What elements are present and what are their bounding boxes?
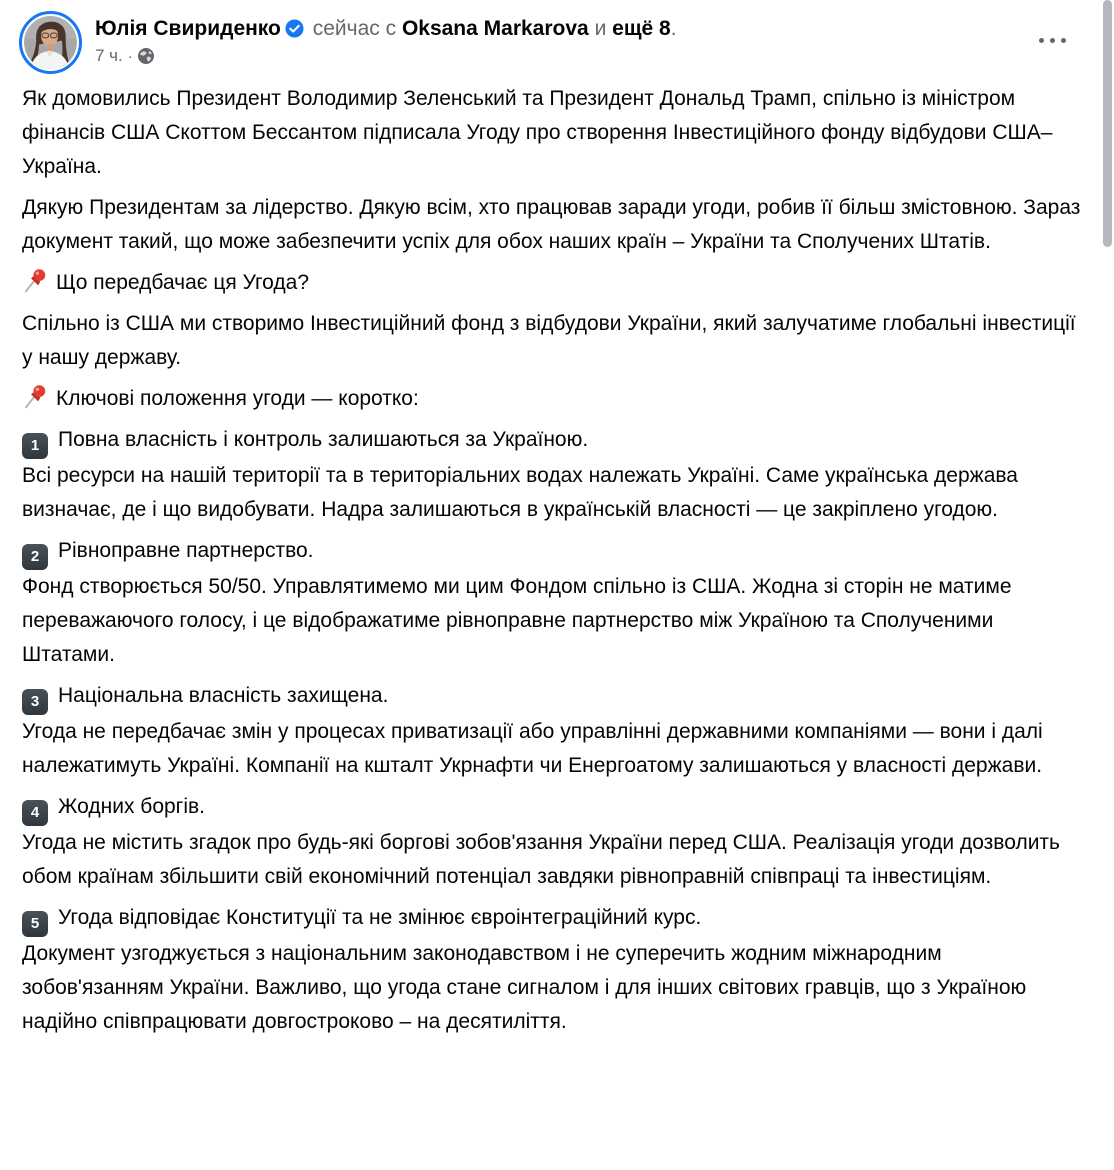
post-header <box>0 0 1114 76</box>
post-paragraph: Спільно із США ми створимо Інвестиційний фонд з відбудови України, який залучатиме глобальні інвестиції у нашу державу. <box>22 312 1076 369</box>
item-body: Всі ресурси на нашій території та в територіальних водах належать Україні. Саме українська держава визначає, де і що видобувати. Надра залишаються в українській власності — це закріплено угодою. <box>22 464 1018 521</box>
meta-separator: · <box>127 47 133 65</box>
post-heading-text: Ключові положення угоди — коротко: <box>56 387 419 410</box>
post-paragraph: Дякую Президентам за лідерство. Дякую всім, хто працював заради угоди, робив її більш змістовною. Зараз документ такий, що може забезпечити успіх для обох наших країн – України та Сполучених Штатів. <box>22 196 1081 253</box>
post-numbered-item <box>22 790 1084 894</box>
ellipsis-dot <box>1050 38 1055 43</box>
context-text: сейчас с <box>312 17 397 40</box>
globe-privacy-icon <box>138 48 154 64</box>
item-body: Угода не містить згадок про будь-які боргові зобов'язання України перед США. Реалізація угоди дозволить обом країнам збільшити свій економічний потенціал завдяки рівноправній співпраці та інвестиціям. <box>22 831 1060 888</box>
post-menu-button[interactable] <box>1031 30 1074 51</box>
pushpin-icon <box>22 383 48 410</box>
and-word: и <box>594 17 607 40</box>
pushpin-icon <box>22 267 48 294</box>
post-numbered-item <box>22 901 1084 1039</box>
verified-badge-icon <box>285 19 304 38</box>
ellipsis-dot <box>1061 38 1066 43</box>
post-meta-line <box>95 46 677 66</box>
post-numbered-item <box>22 423 1084 527</box>
post-paragraph: Як домовились Президент Володимир Зеленський та Президент Дональд Трамп, спільно із міністром фінансів США Скоттом Бессантом підписала Угоду про створення Інвестиційного фонду відбудови США–Україна. <box>22 87 1053 178</box>
avatar-photo <box>24 16 77 69</box>
avatar[interactable] <box>19 11 82 74</box>
item-title: Рівноправне партнерство. <box>58 539 314 562</box>
item-body: Фонд створюється 50/50. Управлятимемо ми цим Фондом спільно із США. Жодна зі сторін не матиме переважаючого голосу, і це відображатиме рівноправне партнерство між Україною та Сполученими Штатами. <box>22 575 1012 666</box>
keycap-4-icon: 4 <box>22 800 48 826</box>
post-content <box>0 76 1114 1039</box>
post-heading <box>22 382 1084 416</box>
keycap-5-icon: 5 <box>22 911 48 937</box>
item-title: Повна власність і контроль залишаються за Україною. <box>58 428 589 451</box>
item-title: Угода відповідає Конституції та не змінює євроінтеграційний курс. <box>58 906 702 929</box>
keycap-3-icon: 3 <box>22 689 48 715</box>
ellipsis-dot <box>1039 38 1044 43</box>
timestamp[interactable]: 7 ч. <box>95 46 123 65</box>
item-body: Угода не передбачає змін у процесах приватизації або управлінні державними компаніями — вони і далі належатимуть Україні. Компанії на кшталт Укрнафти чи Енергоатому залишаються у власності держави. <box>22 720 1043 777</box>
author-name[interactable]: Юлія Свириденко <box>95 17 281 40</box>
scrollbar[interactable] <box>1103 0 1112 247</box>
keycap-1-icon: 1 <box>22 433 48 459</box>
post-numbered-item <box>22 534 1084 672</box>
post-heading <box>22 266 1084 300</box>
name-line <box>95 15 677 42</box>
item-body: Документ узгоджується з національним законодавством і не суперечить жодним міжнародним зобов'язанням України. Важливо, що угода стане сигналом і для інших світових гравців, що з Україною надійно співпрацювати довгостроково – на десятиліття. <box>22 942 1027 1033</box>
keycap-2-icon: 2 <box>22 544 48 570</box>
post-numbered-item <box>22 679 1084 783</box>
item-title: Національна власність захищена. <box>58 684 389 707</box>
tagged-user[interactable]: Oksana Markarova <box>401 17 589 40</box>
item-title: Жодних боргів. <box>58 795 205 818</box>
period: . <box>670 17 677 40</box>
more-tagged[interactable]: ещё 8 <box>612 17 671 40</box>
post-heading-text: Що передбачає ця Угода? <box>56 271 309 294</box>
header-text <box>95 11 677 66</box>
